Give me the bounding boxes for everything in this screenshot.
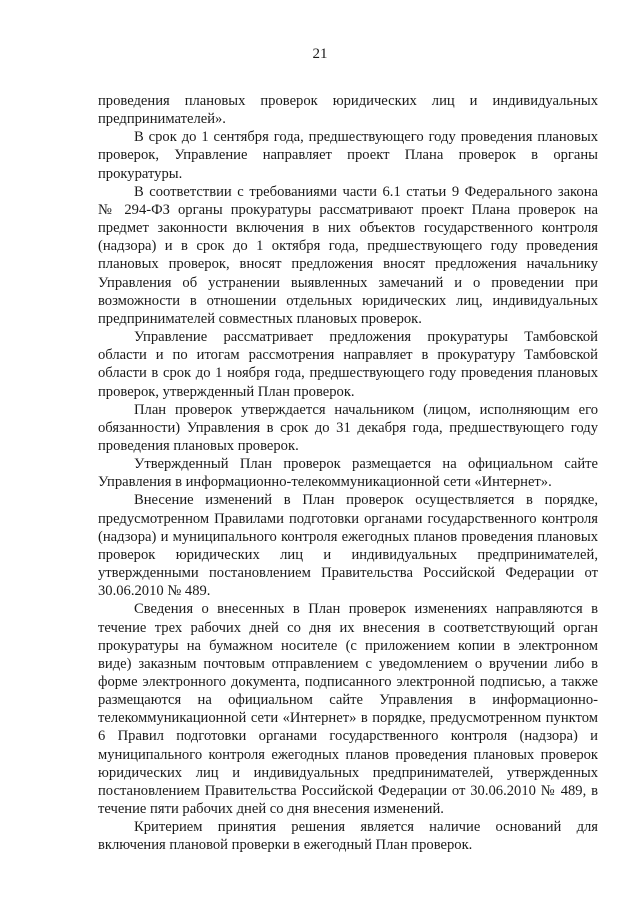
paragraph-continuation: проведения плановых проверок юридических лиц и индивидуальных предпринимателей». <box>98 93 598 128</box>
paragraph-plan-publication: Утвержденный План проверок размещается на официальном сайте Управления в информационно-телекоммуникационной сети «Интернет». <box>98 456 598 491</box>
paragraph-plan-amendments: Внесение изменений в План проверок осуществляется в порядке, предусмотренном Правилами подготовки органами государственного контроля (надзора) и муниципального контроля ежегодных планов проведения плановых проверок юридических лиц и индивидуальных предпринимателей, утвержденными постановлением Правительства Российской Федерации от 30.06.2010 № 489. <box>98 492 598 600</box>
paragraph-decision-criterion: Критерием принятия решения является наличие оснований для включения плановой проверки в ежегодный План проверок. <box>98 819 598 854</box>
paragraph-prosecutor-review: В соответствии с требованиями части 6.1 статьи 9 Федерального закона № 294-ФЗ органы прокуратуры рассматривают проект Плана проверок на предмет законности включения в них объектов государственного контроля (надзора) и в срок до 1 октября года, предшествующего году проведения плановых проверок, вносят предложения вносят предложения начальнику Управления об устранении выявленных замечаний и о проведении при возможности в отношении отдельных юридических лиц, индивидуальных предпринимателей совместных плановых проверок. <box>98 183 598 327</box>
document-body <box>98 92 598 855</box>
paragraph-amendment-notification: Сведения о внесенных в План проверок изменениях направляются в течение трех рабочих дней со дня их внесения в соответствующий орган прокуратуры на бумажном носителе (с приложением копии в электронном виде) заказным почтовым отправлением с уведомлением о вручении либо в форме электронного документа, подписанного электронной подписью, а также размещаются на официальном сайте Управления в информационно-телекоммуникационной сети «Интернет» в порядке, предусмотренном пунктом 6 Правил подготовки органами государственного контроля (надзора) и муниципального контроля ежегодных планов проведения плановых проверок юридических лиц и индивидуальных предпринимателей, утвержденных постановлением Правительства Российской Федерации от 30.06.2010 № 489, в течение пяти рабочих дней со дня внесения изменений. <box>98 601 598 818</box>
paragraph-submission-deadline: В срок до 1 сентября года, предшествующего году проведения плановых проверок, Управление направляет проект Плана проверок в органы прокуратуры. <box>98 129 598 182</box>
paragraph-plan-approval: План проверок утверждается начальником (лицом, исполняющим его обязанности) Управления в срок до 31 декабря года, предшествующего году проведения плановых проверок. <box>98 401 598 454</box>
page-number: 21 <box>312 46 328 62</box>
paragraph-directorate-review: Управление рассматривает предложения прокуратуры Тамбовской области и по итогам рассмотрения направляет в прокуратуру Тамбовской области в срок до 1 ноября года, предшествующего году проведения плановых проверок, утвержденный План проверок. <box>98 329 598 400</box>
